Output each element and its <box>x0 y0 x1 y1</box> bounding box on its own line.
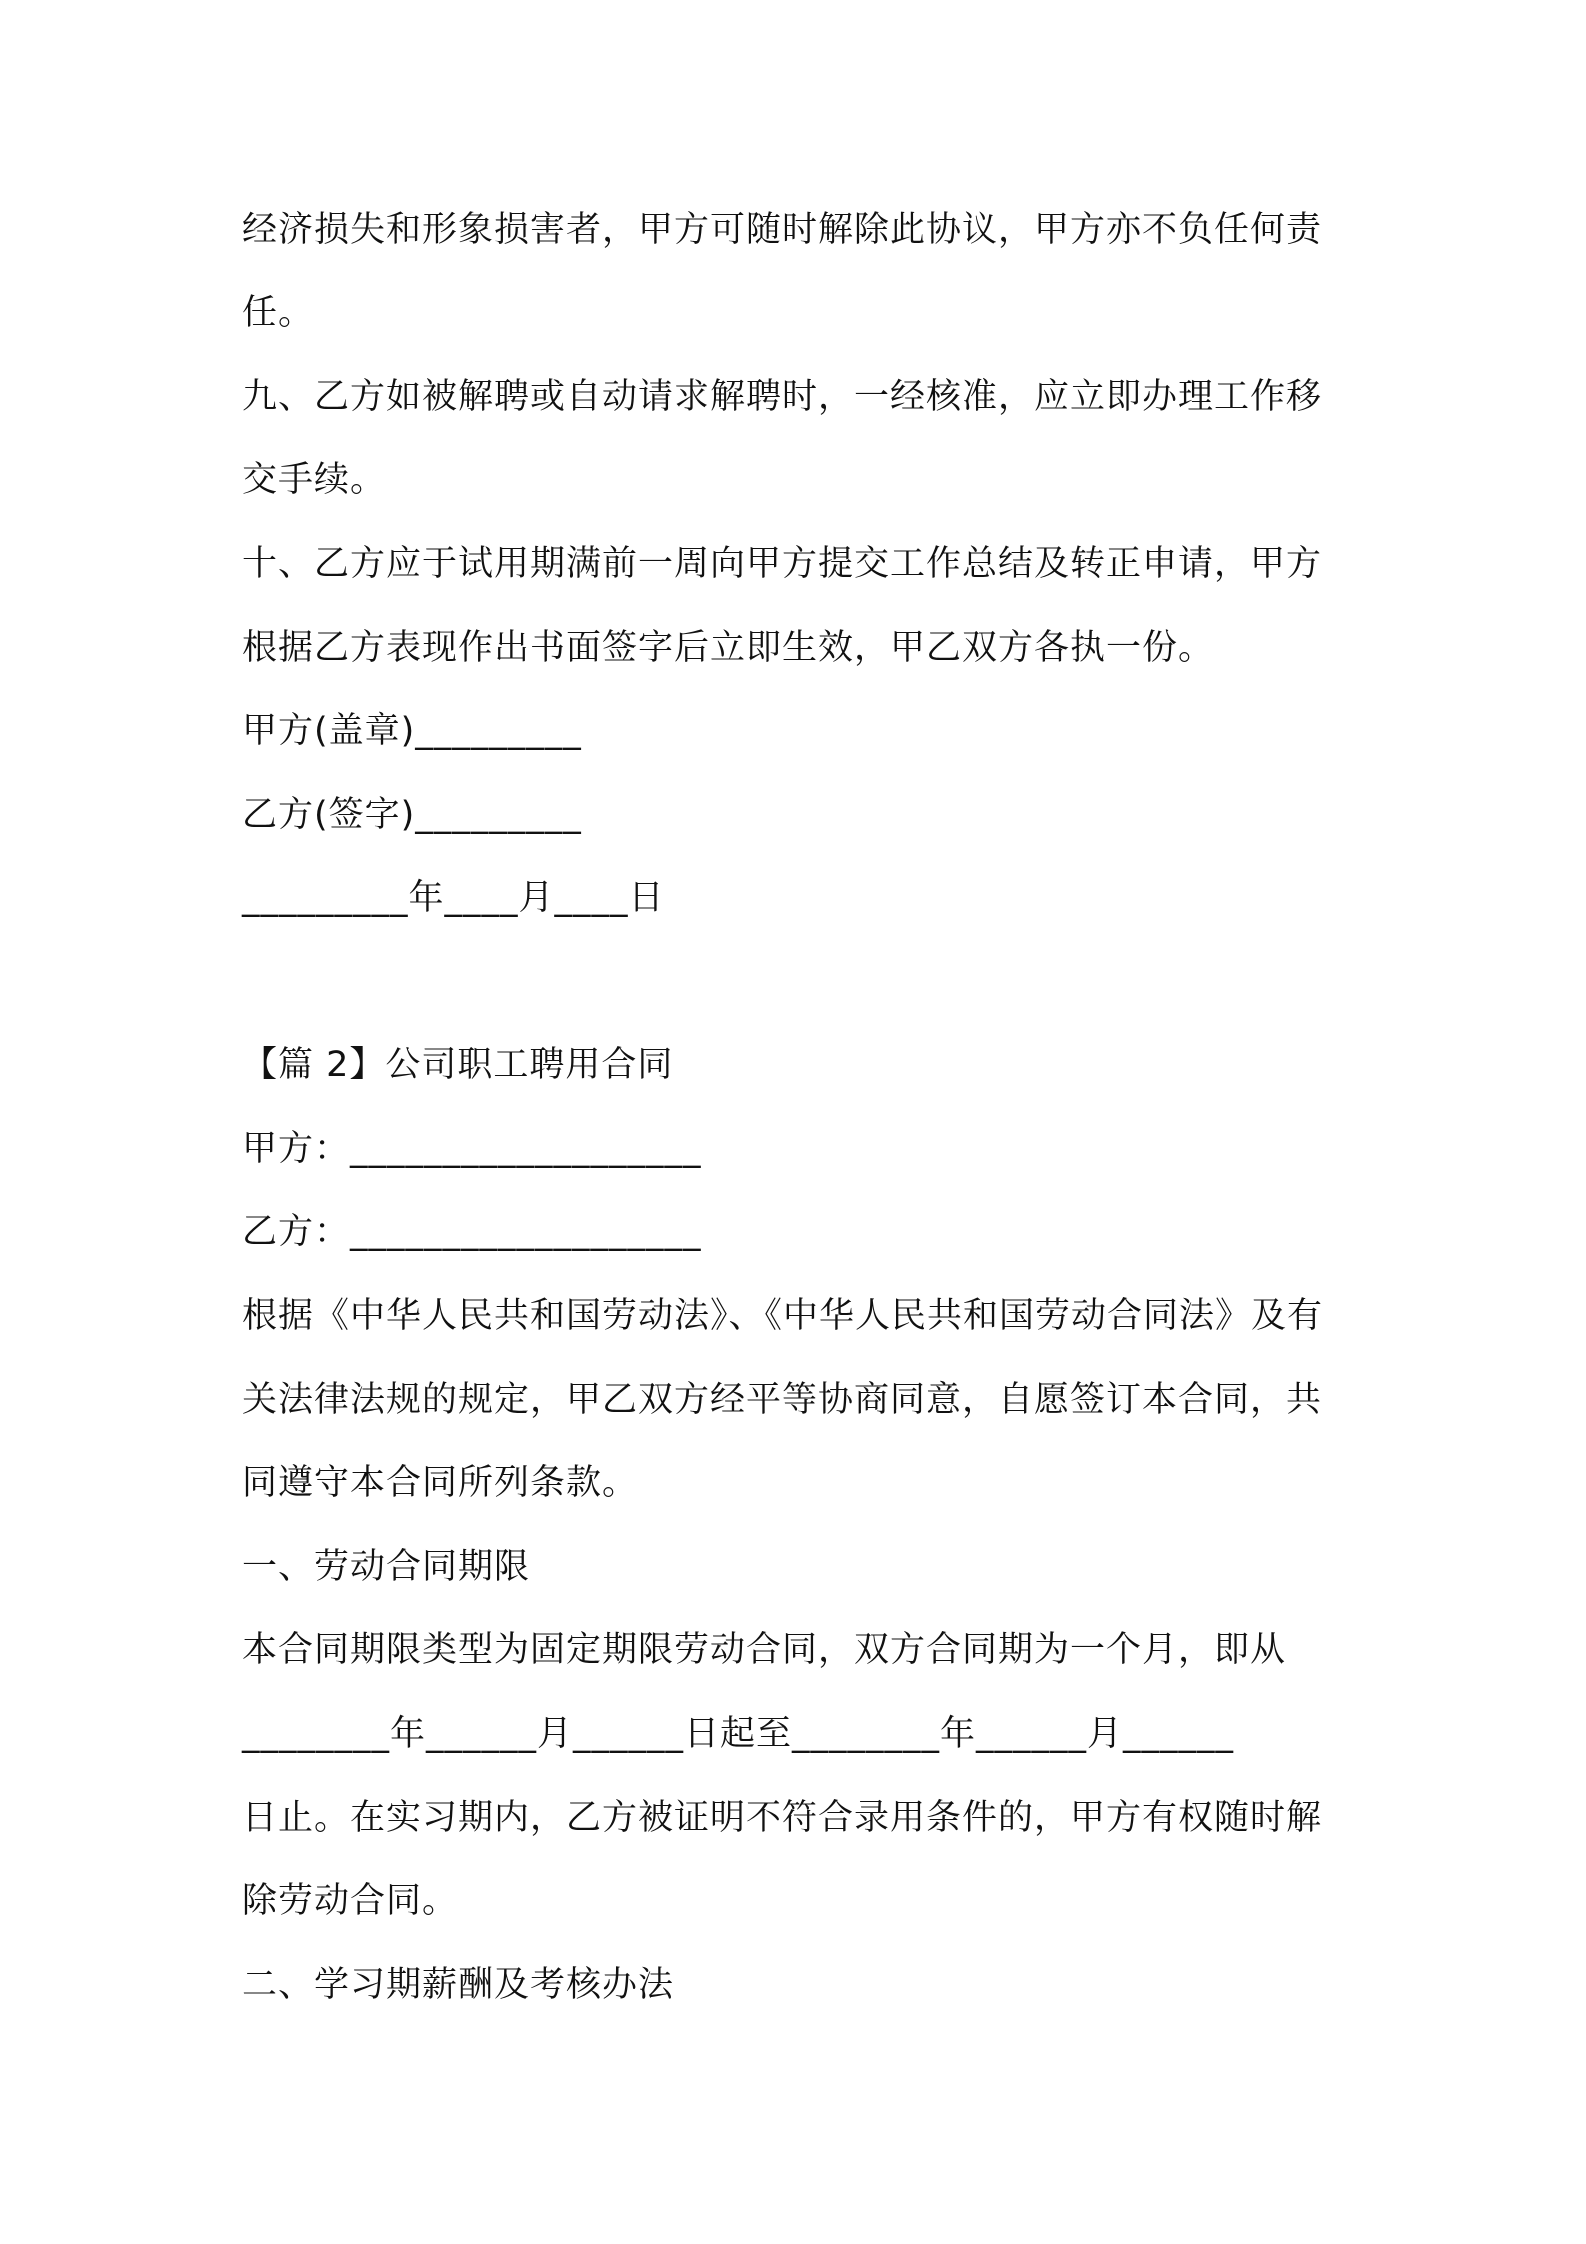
clause-heading: 一、劳动合同期限 <box>242 1547 531 1587</box>
text-line: 根据乙方表现作出书面签字后立即生效，甲乙双方各执一份。 <box>242 628 1215 668</box>
text-line: 本合同期限类型为固定期限劳动合同，双方合同期为一个月，即从 <box>242 1630 1287 1670</box>
text-line: 关法律法规的规定，甲乙双方经平等协商同意，自愿签订本合同，共 <box>242 1380 1323 1420</box>
text-line: 经济损失和形象损害者，甲方可随时解除此协议，甲方亦不负任何责 <box>242 210 1323 250</box>
clause-heading: 二、学习期薪酬及考核办法 <box>242 1965 675 2005</box>
text-line: 十、乙方应于试用期满前一周向甲方提交工作总结及转正申请，甲方 <box>242 544 1323 584</box>
date-line: _________年____月____日 <box>242 878 665 918</box>
signature-line-party-a: 甲方(盖章)_________ <box>242 711 582 751</box>
signature-line-party-b: 乙方(签字)_________ <box>242 795 582 835</box>
text-line: 九、乙方如被解聘或自动请求解聘时，一经核准，应立即办理工作移 <box>242 377 1323 417</box>
text-line: 除劳动合同。 <box>242 1881 459 1921</box>
section-title: 【篇 2】公司职工聘用合同 <box>242 1045 674 1085</box>
text-line: 根据《中华人民共和国劳动法》、《中华人民共和国劳动合同法》及有 <box>242 1296 1324 1336</box>
text-line: 交手续。 <box>242 460 387 500</box>
date-range-line: ________年______月______日起至________年______月______ <box>242 1714 1235 1754</box>
text-line: 日止。在实习期内，乙方被证明不符合录用条件的，甲方有权随时解 <box>242 1798 1323 1838</box>
text-line: 同遵守本合同所列条款。 <box>242 1463 639 1503</box>
party-a-field: 甲方：___________________ <box>242 1129 702 1169</box>
party-b-field: 乙方：___________________ <box>242 1212 702 1252</box>
text-line: 任。 <box>242 293 315 333</box>
